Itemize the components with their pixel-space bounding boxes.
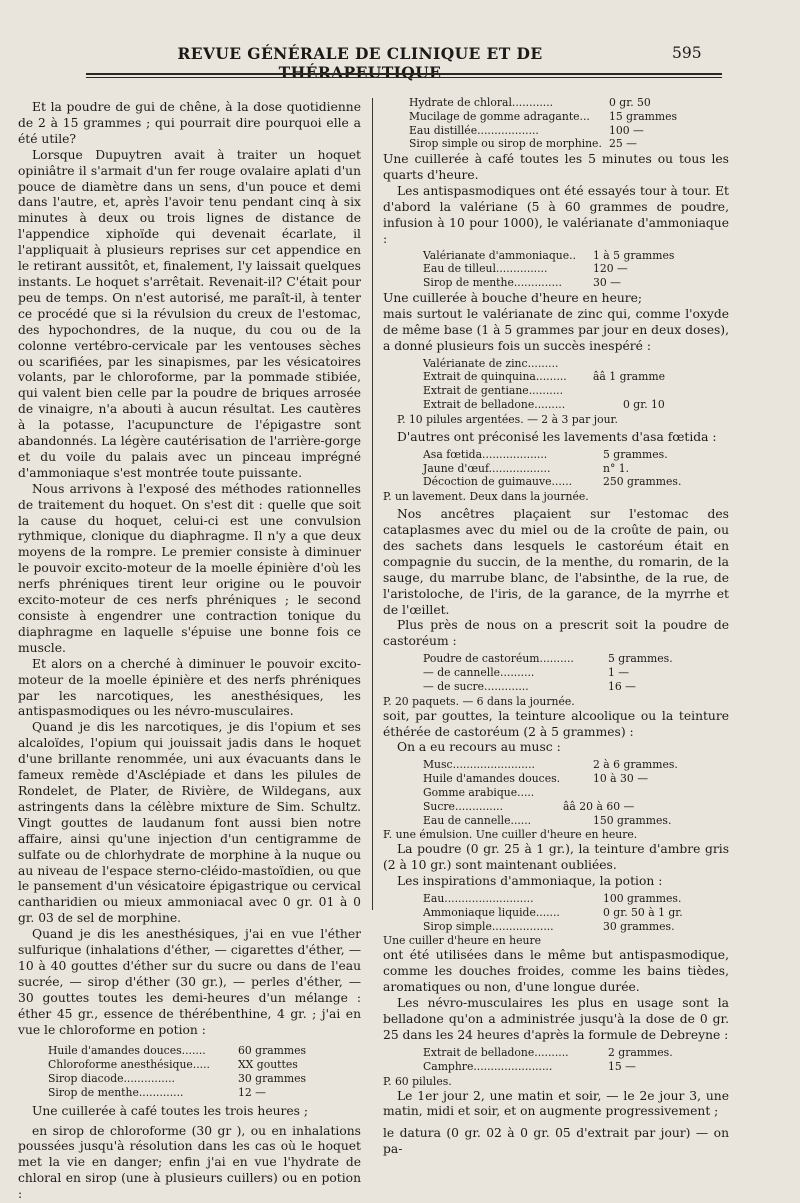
right-column — [383, 96, 729, 1158]
page-number: 595 — [672, 44, 702, 62]
recipe-row: Eau de cannelle...... 150 grammes. — [423, 813, 672, 827]
recipe-row: Eau de tilleul............... 120 — — [423, 262, 628, 276]
recipe-row: Sirop de menthe.............. 30 — — [423, 276, 621, 290]
recipe-row: Sirop simple ou sirop de morphine. 25 — — [409, 137, 637, 151]
recipe-castoreum — [423, 652, 729, 693]
header-rule-thin — [86, 77, 722, 78]
paragraph: P. un lavement. Deux dans la journée. — [383, 490, 589, 504]
recipe-row: Camphre....................... 15 — — [423, 1059, 636, 1073]
recipe-row: — de cannelle.......... 1 — — [423, 666, 630, 680]
paragraph: ont été utilisées dans le même but antispasmodique, comme les douches froides, comme les bains tièdes, aromatiques ou non, d'une longue durée. — [383, 948, 729, 995]
journal-title: REVUE GÉNÉRALE DE CLINIQUE ET DE — [177, 44, 543, 63]
recipe-row: Hydrate de chloral............ 0 gr. 50 — [409, 96, 651, 109]
paragraph: La poudre (0 gr. 25 à 1 gr.), la teinture d'ambre gris (2 à 10 gr.) sont maintenant oubliées. — [383, 842, 729, 873]
paragraph: P. 20 paquets. — 6 dans la journée. — [383, 694, 575, 708]
paragraph: Le 1er jour 2, une matin et soir, — le 2e jour 3, une matin, midi et soir, et on augmente progressivement ; — [383, 1088, 729, 1119]
recipe-row: Sirop diacode............... 30 grammes — [48, 1072, 307, 1086]
recipe-row: Extrait de quinquina......... ââ 1 gramme — [423, 370, 665, 384]
recipe-row: Valérianate d'ammoniaque.. 1 à 5 grammes — [423, 248, 675, 262]
recipe-ammoniaque — [423, 892, 729, 933]
paragraph: Les antispasmodiques ont été essayés tour à tour. Et d'abord la valériane (5 à 60 grammes de poudre, infusion à 10 pour 1000), le valérianate d'ammoniaque : — [383, 184, 729, 246]
recipe-musc — [423, 758, 729, 827]
recipe-row: Chloroforme anesthésique..... XX gouttes — [48, 1058, 298, 1072]
recipe-row: Asa fœtida................... 5 grammes. — [423, 447, 668, 461]
recipe-valerianate-zinc — [423, 357, 729, 412]
paragraph: Et la poudre de gui de chêne, à la dose quotidienne de 2 à 15 grammes ; qui pourrait dire pourquoi elle a été utile? — [18, 100, 361, 146]
recipe-row: Musc........................ 2 à 6 grammes. — [423, 758, 678, 772]
paragraph: Les névro-musculaires les plus en usage sont la belladone qu'on a administrée jusqu'à la dose de 0 gr. 25 dans les 24 heures d'après la formule de Debreyne : — [383, 996, 729, 1043]
recipe-row: Mucilage de gomme adragante... 15 grammes — [409, 109, 678, 123]
recipe-row: Valérianate de zinc......... — [423, 356, 559, 370]
paragraph: Et alors on a cherché à diminuer le pouvoir excito-moteur de la moelle épinière et des nerfs phréniques par les narcotiques, les anesthésiques, les antispasmodiques ou les névro-musculaires. — [18, 656, 361, 719]
recipe-row: Extrait de belladone.......... 2 grammes. — [423, 1045, 673, 1059]
paragraph: On a eu recours au musc : — [397, 740, 561, 755]
paragraph: F. une émulsion. Une cuiller d'heure en heure. — [383, 828, 638, 842]
paragraph: le datura (0 gr. 02 à 0 gr. 05 d'extrait par jour) — on pa- — [383, 1126, 729, 1157]
paragraph: Quand je dis les anesthésiques, j'ai en vue l'éther sulfurique (inhalations d'éther, — cigarettes d'éther, — 10 à 40 gouttes d'éther sur du sucre ou dans de l'eau sucrée, — sirop d'éther (30 gr.), — perles d'éther, — 30 gouttes toutes les demi-heures d'un mélange : éther 45 gr., essence de thérébenthine, 4 gr. ; j'ai en vue le chloroforme en potion : — [18, 927, 361, 1037]
paragraph: Quand je dis les narcotiques, je dis l'opium et ses alcaloïdes, l'opium qui jouissait jadis dans le hoquet d'une brillante renommée, uni aux évacuants dans le fameux remède d'Asclépiade et dans les pilules de Rondelet, de Plater, de Rivière, de Wildegans, aux astringents dans la célèbre mixture de Sim. Schultz. Vingt gouttes de laudanum font aussi bien notre affaire, ainsi qu'une injection d'un centigramme de sulfate ou de chlorhydrate de morphine à la nuque ou au niveau de l'espace sterno-cléido-mastoïdien, ou que le pansement d'un vésicatoire épigastrique ou cervical cantharidien ou mieux ammoniacal avec 0 gr. 01 à 0 gr. 03 de sel de morphine. — [18, 720, 361, 926]
paragraph: Les inspirations d'ammoniaque, la potion : — [397, 874, 663, 889]
recipe-belladone — [423, 1046, 729, 1074]
recipe-chloroform — [48, 1044, 361, 1099]
recipe-row: Sucre.............. ââ 20 à 60 — — [423, 799, 635, 813]
recipe-row: Huile d'amandes douces. 10 à 30 — — [423, 772, 649, 786]
recipe-row: Décoction de guimauve...... 250 grammes. — [423, 475, 682, 489]
paragraph: Une cuillerée à bouche d'heure en heure; — [383, 291, 643, 306]
paragraph: mais surtout le valérianate de zinc qui, comme l'oxyde de même base (1 à 5 grammes par jour en deux doses), a donné plusieurs fois un succès inespéré : — [383, 306, 729, 353]
paragraph: Une cuiller d'heure en heure — [383, 934, 541, 948]
recipe-row: Jaune d'œuf.................. n° 1. — [423, 461, 630, 475]
paragraph: P. 60 pilules. — [383, 1074, 452, 1088]
recipe-row: Gomme arabique..... — [423, 785, 535, 799]
recipe-row: Huile d'amandes douces....... 60 grammes — [48, 1044, 307, 1058]
paragraph: soit, par gouttes, la teinture alcoolique ou la teinture éthérée de castoréum (2 à 5 grammes) : — [383, 708, 729, 739]
paragraph: en sirop de chloroforme (30 gr ), ou en inhalations poussées jusqu'à résolution dans les cas où le hoquet met la vie en danger; enfin j'ai en vue l'hydrate de chloral en sirop (une à plusieurs cuillers) ou en potion : — [18, 1123, 361, 1202]
recipe-row: Sirop de menthe............. 12 — — [48, 1085, 266, 1099]
recipe-chloral — [409, 96, 729, 151]
header-rule-thick — [86, 73, 722, 75]
recipe-row: — de sucre............. 16 — — [423, 679, 636, 693]
paragraph: Plus près de nous on a prescrit soit la poudre de castoréum : — [383, 618, 729, 649]
paragraph: D'autres ont préconisé les lavements d'asa fœtida : — [397, 429, 717, 444]
recipe-row: Sirop simple.................. 30 grammes. — [423, 919, 675, 933]
column-divider — [372, 98, 373, 910]
paragraph: Une cuillerée à café toutes les trois heures ; — [32, 1103, 309, 1118]
recipe-row: Eau.......................... 100 grammes. — [423, 892, 682, 906]
recipe-valerianate-ammonium — [423, 249, 729, 290]
recipe-asa-foetida — [423, 448, 729, 489]
paragraph: P. 10 pilules argentées. — 2 à 3 par jour. — [397, 412, 618, 426]
recipe-row: Poudre de castoréum.......... 5 grammes. — [423, 652, 673, 666]
recipe-row: Extrait de belladone......... 0 gr. 10 — [423, 398, 665, 412]
paragraph: Lorsque Dupuytren avait à traiter un hoquet opiniâtre il s'armait d'un fer rouge ovalaire aplati d'un pouce de diamètre dans un sens, d'un pouce et demi dans l'autre, et, après l'avoir tenu pendant cinq à six minutes à deux ou trois lignes de distance de l'appendice xiphoïde qui devenait écarlate, il l'appliquait à plusieurs reprises sur cet appendice en le retirant aussitôt, et, finalement, l'y laissait quelques instants. Le hoquet s'arrêtait. Revenait-il? C'était pour peu de temps. On n'est autorisé, me paraît-il, à tenter ce procédé que si la révulsion du creux de l'estomac, des hypochondres, de la nuque, du cou ou de la colonne vertébro-cervicale par les ventouses sèches ou scarifiées, par les sinapismes, par les vésicatoires volants, par le chloroforme, par la pommade stibiée, qui valent bien celle par la poudre de briques arrosée de vinaigre, n'a abouti à aucun résultat. Les cautères à la potasse, l'acupuncture de l'épigastre sont abandonnés. La légère cautérisation de l'arrière-gorge et du voile du palais avec un pinceau imprégné d'ammoniaque s'est montrée toute puissante. — [18, 147, 361, 480]
left-column — [18, 100, 361, 1203]
recipe-row: Eau distillée.................. 100 — — [409, 123, 644, 137]
recipe-row: Ammoniaque liquide....... 0 gr. 50 à 1 gr. — [423, 905, 683, 919]
recipe-row: Extrait de gentiane.......... — [423, 384, 564, 398]
paragraph: Nous arrivons à l'exposé des méthodes rationnelles de traitement du hoquet. On s'est dit : quelle que soit la cause du hoquet, celui-ci est une convulsion rythmique, clonique du diaphragme. Il n'y a que deux moyens de la rompre. Le premier consiste à diminuer le pouvoir excito-moteur de la moelle épinière d'où les nerfs phréniques tirent leur origine ou le pouvoir excito-moteur de ces nerfs phréniques ; le second consiste à engendrer une contraction tonique du diaphragme en laquelle s'épuise une bonne fois ce muscle. — [18, 481, 361, 655]
running-header — [0, 38, 800, 68]
paragraph: Nos ancêtres plaçaient sur l'estomac des cataplasmes avec du miel ou de la croûte de pain, ou des sachets dans lesquels le castoréum était en compagnie du succin, de la menthe, du romarin, de la sauge, du marrube blanc, de l'absinthe, de la rue, de l'aristoloche, de l'iris, de la garance, de la myrrhe et de l'œillet. — [383, 507, 729, 617]
paragraph: Une cuillerée à café toutes les 5 minutes ou tous les quarts d'heure. — [383, 152, 729, 183]
